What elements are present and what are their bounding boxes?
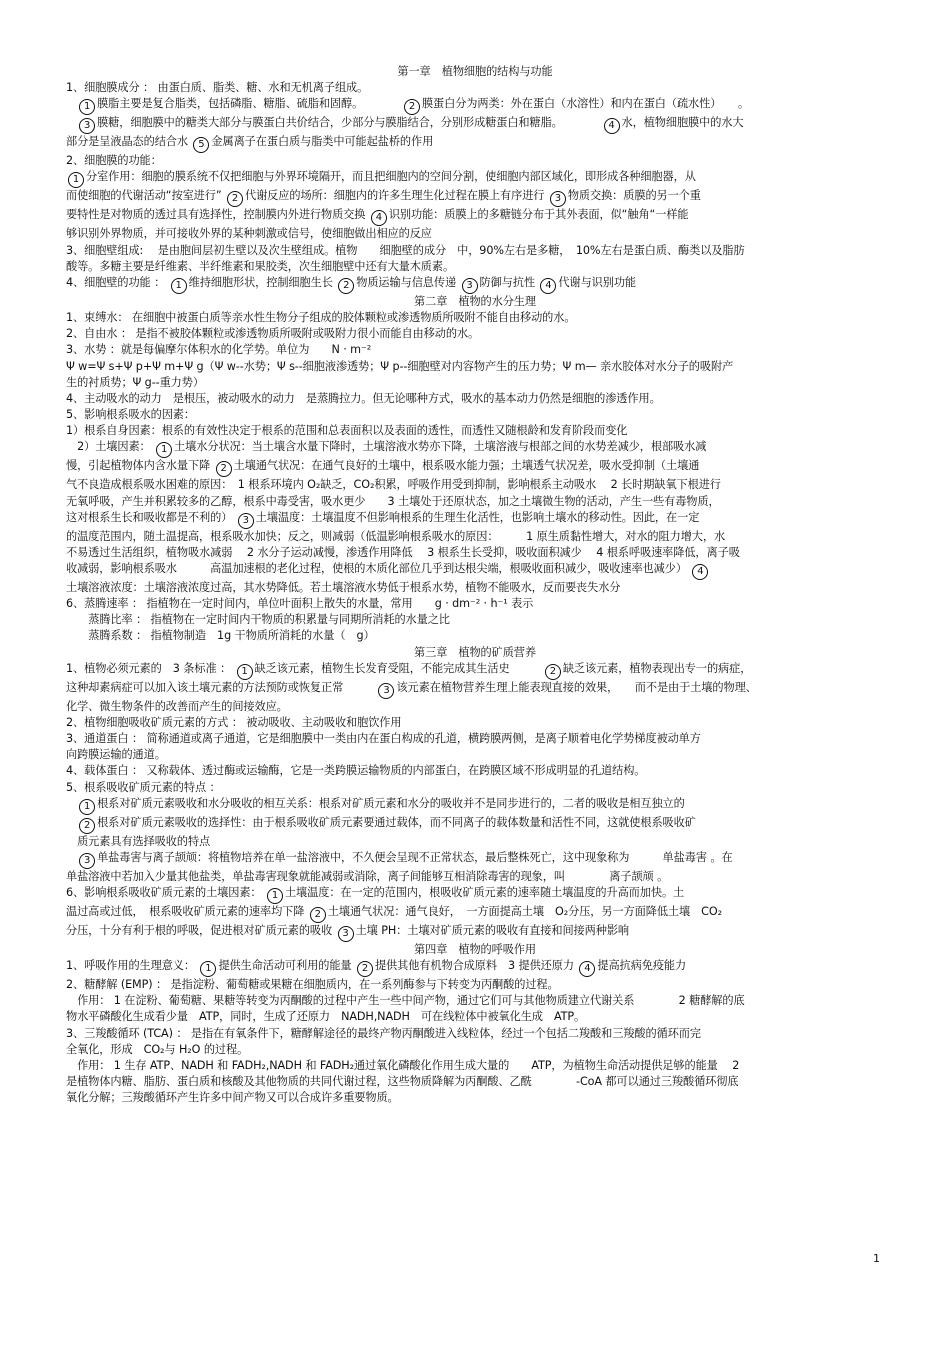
text-line: 蒸腾系数 ： 指植物制造 1g 干物质所消耗的水量（ g） bbox=[66, 629, 375, 643]
text-line: 6、蒸腾速率 ： 指植物在一定时间内，单位叶面积上散失的水量，常用 g · dm⁻² · h⁻¹ 表示 bbox=[66, 597, 534, 611]
text-line: 4、载体蛋白 ： 又称载体、透过酶或运输酶，它是一类跨膜运输物质的内部蛋白，在跨膜区域不形成明显的孔道结构。 bbox=[66, 764, 646, 778]
circled-number: 4 bbox=[579, 961, 595, 977]
text-line: 4、细胞壁的功能 ： 1 维持细胞形状，控制细胞生长 2 物质运输与信息传递 3 防御与抗性 4 代谢与识别功能 bbox=[66, 275, 884, 294]
circled-number: 2 bbox=[310, 907, 326, 923]
circled-number: 1 bbox=[237, 664, 253, 680]
text-line: 土壤溶液浓度：土壤溶液浓度过高，其水势降低。若土壤溶液水势低于根系水势，植物不能吸水，反而要丧失水分 bbox=[66, 580, 621, 594]
text-line: 3 单盐毒害与离子颉颃：将植物培养在单一盐溶液中，不久便会呈现不正常状态，最后整株死亡，这中现象称为 单盐毒害 。在 bbox=[66, 850, 884, 869]
circled-number: 4 bbox=[604, 118, 620, 134]
text-line: 这种却素病症可以加入该土壤元素的方法预防或恢复正常 3 该元素在植物营养生理上能表现直接的效果， 而不是由于土壤的物理、 bbox=[66, 680, 884, 699]
text-line: 1、呼吸作用的生理意义： 1 提供生命活动可利用的能量 2 提供其他有机物合成原料 3 提供还原力 4 提高抗病免疫能力 bbox=[66, 958, 884, 977]
text-line: 质元素具有选择吸收的特点 bbox=[66, 834, 211, 848]
text-line: 够识别外界物质，并可接收外界的某种刺激或信号，使细胞做出相应的反应 bbox=[66, 227, 432, 241]
chapter-title: 第四章 植物的呼吸作用 bbox=[414, 943, 536, 956]
circled-number: 1 bbox=[171, 278, 187, 294]
circled-number: 3 bbox=[462, 278, 478, 294]
circled-number: 3 bbox=[238, 513, 254, 529]
circled-number: 1 bbox=[68, 172, 84, 188]
text-line: 1、细胞膜成分 ： 由蛋白质、脂类、糖、水和无机离子组成。 bbox=[66, 81, 369, 95]
circled-number: 1 bbox=[156, 442, 172, 458]
text-line: 单盐溶液中若加入少量其他盐类，单盐毒害现象就能减弱或消除，离子间能够互相消除毒害的现象，叫 离子颉颃 。 bbox=[66, 869, 669, 883]
text-line: 3、水势 ：就是每偏摩尔体积水的化学势。单位为 N · m⁻² bbox=[66, 343, 372, 357]
text-line: 3、细胞壁组成: 是由胞间层初生壁以及次生壁组成。植物 细胞壁的成分 中，90%左右是多糖， 10%左右是蛋白质、酶类以及脂肪 bbox=[66, 243, 745, 257]
circled-number: 1 bbox=[79, 99, 95, 115]
text-line: 化学、微生物条件的改善而产生的间接效应。 bbox=[66, 699, 288, 713]
circled-number: 4 bbox=[371, 210, 387, 226]
circled-number: 1 bbox=[200, 961, 216, 977]
text-line: 分压，十分有利于根的呼吸，促进根对矿质元素的吸收 3 土壤 PH：土壤对矿质元素的吸收有直接和间接两种影响 bbox=[66, 923, 884, 942]
text-line: 要特性是对物质的透过具有选择性，控制膜内外进行物质交换 4 识别功能：质膜上的多糖链分布于其外表面，似“触角“一样能 bbox=[66, 207, 884, 226]
text-line: 1、束缚水： 在细胞中被蛋白质等亲水性生物分子组成的胶体颗粒或渗透物质所吸附不能自由移动的水。 bbox=[66, 311, 576, 325]
text-line: 向跨膜运输的通道。 bbox=[66, 748, 166, 762]
circled-number: 5 bbox=[193, 137, 209, 153]
circled-number: 2 bbox=[79, 818, 95, 834]
circled-number: 2 bbox=[216, 461, 232, 477]
text-line: 3、通道蛋白 ： 简称通道或离子通道，它是细胞膜中一类由内在蛋白构成的孔道，横跨膜两侧，是离子顺着电化学势梯度被动单方 bbox=[66, 732, 701, 746]
circled-number: 2 bbox=[404, 99, 420, 115]
document-body bbox=[66, 64, 884, 1106]
circled-number: 1 bbox=[267, 888, 283, 904]
text-line: 2、糖酵解 (EMP) ： 是指淀粉、葡萄糖或果糖在细胞质内，在一系列酶参与下转变为丙酮酸的过程。 bbox=[66, 978, 559, 992]
text-line: 的温度范围内，随土温提高，根系吸水加快；反之，则减弱（低温影响根系吸水的原因： 1 原生质黏性增大，对水的阻力增大，水 bbox=[66, 529, 726, 543]
text-line: 作用： 1 生存 ATP、NADH 和 FADH₂,NADH 和 FADH₂通过氧化磷酸化作用生成大量的 ATP，为植物生命活动提供足够的能量 2 bbox=[66, 1058, 740, 1072]
circled-number: 3 bbox=[79, 853, 95, 869]
text-line: 慢，引起植物体内含水量下降 2 土壤通气状况：在通气良好的土壤中，根系吸水能力强；土壤透气状况差，吸水受抑制（土壤通 bbox=[66, 458, 884, 477]
text-line: 5、根系吸收矿质元素的特点 ： bbox=[66, 780, 221, 794]
text-line: 无氧呼吸，产生并积累较多的乙醇，根系中毒受害，吸水更少 3 土壤处于还原状态，加之土壤微生物的活动，产生一些有毒物质， bbox=[66, 494, 720, 508]
text-line: 不易透过生活组织，植物吸水减弱 2 水分子运动减慢，渗透作用降低 3 根系生长受抑，吸收面积减少 4 根系呼吸速率降低，离子吸 bbox=[66, 545, 740, 559]
page-number: 1 bbox=[873, 1252, 880, 1265]
text-line: 是植物体内糖、脂肪、蛋白质和核酸及其他物质的共同代谢过程，这些物质降解为丙酮酸、乙酰 -CoA 都可以通过三羧酸循环彻底 bbox=[66, 1075, 739, 1089]
text-line: 1、植物必须元素的 3 条标准 ： 1 缺乏该元素，植物生长发育受阻，不能完成其生活史 2 缺乏该元素，植物表现出专一的病症， bbox=[66, 661, 884, 680]
text-line: 而使细胞的代谢活动“按室进行” 2 代谢反应的场所：细胞内的许多生理生化过程在膜上有序进行 3 物质交换：质膜的另一个重 bbox=[66, 188, 884, 207]
circled-number: 3 bbox=[79, 118, 95, 134]
text-line: 酸等。多糖主要是纤维素、半纤维素和果胶类，次生细胞壁中还有大量木质素。 bbox=[66, 259, 455, 273]
circled-number: 3 bbox=[378, 683, 394, 699]
circled-number: 2 bbox=[227, 191, 243, 207]
text-line: 蒸腾比率 ： 指植物在一定时间内干物质的积累量与同期所消耗的水量之比 bbox=[66, 613, 450, 627]
text-line: 这对根系生长和吸收都是不利的） 3 土壤温度：土壤温度不但影响根系的生理生化活性，也影响土壤水的移动性。因此，在一定 bbox=[66, 510, 884, 529]
circled-number: 3 bbox=[550, 191, 566, 207]
text-line: 5、影响根系吸水的因素： bbox=[66, 408, 195, 422]
text-line: 1 根系对矿质元素吸收和水分吸收的相互关系：根系对矿质元素和水分的吸收并不是同步进行的，二者的吸收是相互独立的 bbox=[66, 796, 884, 815]
text-line: 1 膜脂主要是复合脂类，包括磷脂、糖脂、硫脂和固醇。 2 膜蛋白分为两类：外在蛋白（水溶性）和内在蛋白（疏水性） 。 bbox=[66, 96, 884, 115]
text-line: 部分是呈液晶态的结合水 5 金属离子在蛋白质与脂类中可能起盐桥的作用 bbox=[66, 134, 884, 153]
circled-number: 4 bbox=[692, 564, 708, 580]
text-line: 6、影响根系吸收矿质元素的土壤因素： 1 土壤温度：在一定的范围内，根吸收矿质元素的速率随土壤温度的升高而加快。土 bbox=[66, 885, 884, 904]
circled-number: 4 bbox=[540, 278, 556, 294]
text-line: Ψ w=Ψ s+Ψ p+Ψ m+Ψ g（Ψ w--水势；Ψ s--细胞液渗透势；Ψ p--细胞壁对内容物产生的压力势；Ψ m— 亲水胶体对水分子的吸附产 bbox=[66, 359, 734, 373]
text-line: 3 膜糖，细胞膜中的糖类大部分与膜蛋白共价结合，少部分与膜脂结合，分别形成糖蛋白和糖脂。 4 水，植物细胞膜中的水大 bbox=[66, 115, 884, 134]
text-line: 氧化分解；三羧酸循环产生许多中间产物又可以合成许多重要物质。 bbox=[66, 1091, 399, 1105]
text-line: 1）根系自身因素：根系的有效性决定于根系的范围和总表面积以及表面的透性，而透性又随根龄和发育阶段而变化 bbox=[66, 424, 628, 438]
text-line: 2、自由水 ： 是指不被胶体颗粒或渗透物质所吸附或吸附力很小而能自由移动的水。 bbox=[66, 327, 480, 341]
circled-number: 2 bbox=[357, 961, 373, 977]
text-line: 3、三羧酸循环 (TCA) ： 是指在有氧条件下，糖酵解途径的最终产物丙酮酸进入线粒体，经过一个包括二羧酸和三羧酸的循环而完 bbox=[66, 1026, 701, 1040]
circled-number: 3 bbox=[338, 926, 354, 942]
text-line: 2、植物细胞吸收矿质元素的方式 ： 被动吸收、主动吸收和胞饮作用 bbox=[66, 715, 402, 729]
text-line: 气不良造成根系吸水困难的原因： 1 根系环境内 O₂缺乏，CO₂积累，呼吸作用受到抑制，影响根系主动吸水 2 长时期缺氧下根进行 bbox=[66, 478, 721, 492]
chapter-title: 第一章 植物细胞的结构与功能 bbox=[397, 65, 553, 78]
text-line: 物水平磷酸化生成看少量 ATP，同时，生成了还原力 NADH,NADH 可在线粒体中被氧化生成 ATP。 bbox=[66, 1010, 586, 1024]
text-line: 2 根系对矿质元素吸收的选择性：由于根系吸收矿质元素要通过载体，而不同离子的载体数量和活性不同，这就使根系吸收矿 bbox=[66, 815, 884, 834]
text-line: 温过高或过低， 根系吸收矿质元素的速率均下降 2 土壤通气状况：通气良好， 一方面提高土壤 O₂分压，另一方面降低土壤 CO₂ bbox=[66, 904, 884, 923]
text-line: 1 分室作用：细胞的膜系统不仅把细胞与外界环境隔开，而且把细胞内的空间分割，使细胞内部区域化，即形成各种细胞器，从 bbox=[66, 169, 884, 188]
text-line: 收减弱，影响根系吸水 高温加速根的老化过程，使根的木质化部位几乎到达根尖端，根吸收面积减少，吸收速率也减少） 4 bbox=[66, 561, 884, 580]
circled-number: 2 bbox=[338, 278, 354, 294]
chapter-title: 第三章 植物的矿质营养 bbox=[414, 645, 536, 659]
text-line: 生的衬质势；Ψ g--重力势） bbox=[66, 375, 204, 389]
circled-number: 2 bbox=[545, 664, 561, 680]
text-line: 2、细胞膜的功能： bbox=[66, 154, 162, 168]
text-line: 2）土壤因素： 1 土壤水分状况：当土壤含水量下降时，土壤溶液水势亦下降，土壤溶液与根部之间的水势差减少，根部吸水减 bbox=[66, 439, 884, 458]
text-line: 全氧化，形成 CO₂与 H₂O 的过程。 bbox=[66, 1042, 249, 1056]
chapter-title: 第二章 植物的水分生理 bbox=[414, 294, 536, 308]
text-line: 作用： 1 在淀粉、葡萄糖、果糖等转变为丙酮酸的过程中产生一些中间产物，通过它们可与其他物质建立代谢关系 2 糖酵解的底 bbox=[66, 994, 745, 1008]
circled-number: 1 bbox=[79, 799, 95, 815]
text-line: 4、主动吸水的动力 是根压，被动吸水的动力 是蒸腾拉力。但无论哪种方式，吸水的基本动力仍然是细胞的渗透作用。 bbox=[66, 391, 661, 405]
